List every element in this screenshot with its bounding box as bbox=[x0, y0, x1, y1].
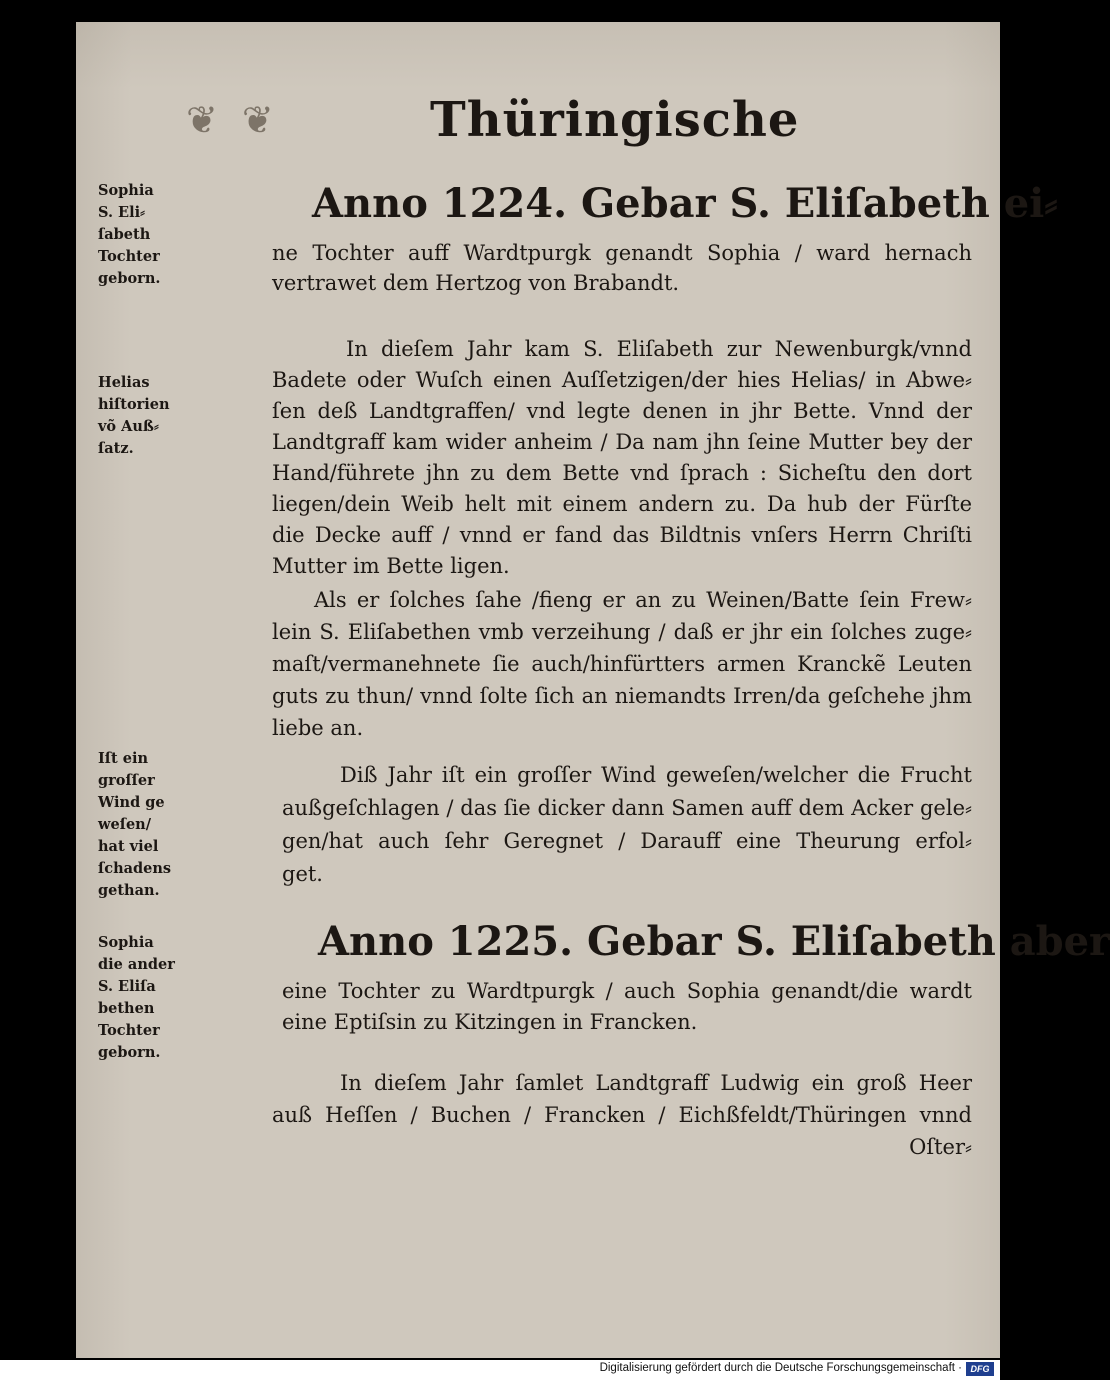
text-line: Landtgraff kam wider anheim / Da nam jhn ſeine Mutter bey der bbox=[272, 430, 972, 454]
margin-note-line: Tochter bbox=[98, 248, 160, 265]
margin-note-second-sophia bbox=[98, 932, 175, 1064]
margin-note-line: ſatz. bbox=[98, 440, 134, 457]
text-line: die Decke auff / vnnd er fand das Bildtnis vnſers Herrn Chriſti bbox=[272, 523, 972, 547]
margin-note-line: geborn. bbox=[98, 1044, 161, 1061]
margin-note-line: Sophia bbox=[98, 934, 154, 951]
margin-note-line: hiſtorien bbox=[98, 396, 170, 413]
heading-anno-1224: Anno 1224. Gebar S. Eliſabeth ei⸗ bbox=[312, 180, 1058, 227]
text-line: eine Eptiſsin zu Kitzingen in Francken. bbox=[282, 1010, 698, 1034]
text-line: Mutter im Bette ligen. bbox=[272, 554, 510, 578]
text-line: vertrawet dem Hertzog von Brabandt. bbox=[272, 271, 680, 295]
text-line: get. bbox=[282, 862, 323, 886]
margin-note-line: geborn. bbox=[98, 270, 161, 287]
text-line: ſen deß Landtgraffen/ vnd legte denen in jhr Bette. Vnnd der bbox=[272, 399, 972, 423]
margin-note-helias bbox=[98, 372, 170, 460]
text-line: maſt/vermanehnete ſie auch/hinfürtters armen Kranckẽ Leuten bbox=[272, 652, 972, 676]
margin-note-line: ſabeth bbox=[98, 226, 151, 243]
text-line: guts zu thun/ vnnd ſolte ſich an niemandts Irren/da geſchehe jhm bbox=[272, 684, 972, 708]
text-line: gen/hat auch ſehr Geregnet / Darauff eine Theurung erfol⸗ bbox=[282, 829, 972, 853]
catchword: Oſter⸗ bbox=[909, 1135, 972, 1159]
margin-note-line: bethen bbox=[98, 1000, 155, 1017]
margin-note-line: groſſer bbox=[98, 772, 155, 789]
margin-note-line: Wind ge bbox=[98, 794, 165, 811]
margin-note-sophia-born bbox=[98, 180, 160, 290]
funding-note: Digitalisierung gefördert durch die Deutsche Forschungsgemeinschaft · bbox=[599, 1362, 962, 1374]
margin-note-line: Helias bbox=[98, 374, 150, 391]
margin-note-line: Tochter bbox=[98, 1022, 160, 1039]
ornament-icon: ❦ ❦ bbox=[186, 98, 280, 142]
text-line: In dieſem Jahr kam S. Eliſabeth zur Newenburgk/vnnd bbox=[346, 337, 972, 361]
text-line: ne Tochter auff Wardtpurgk genandt Sophia / ward hernach bbox=[272, 241, 972, 265]
footer-bar bbox=[0, 1360, 1000, 1380]
text-line: auß Heſſen / Buchen / Francken / Eichßfeldt/Thüringen vnnd bbox=[272, 1103, 972, 1127]
heading-anno-1225: Anno 1225. Gebar S. Eliſabeth aber bbox=[318, 918, 1110, 965]
margin-note-line: S. Eliſa bbox=[98, 978, 156, 995]
margin-note-line: võ Auß⸗ bbox=[98, 418, 159, 435]
margin-note-line: die ander bbox=[98, 956, 175, 973]
running-head: Thüringische bbox=[430, 92, 800, 148]
text-line: In dieſem Jahr ſamlet Landtgraff Ludwig ein groß Heer bbox=[340, 1071, 972, 1095]
margin-note-line: Iſt ein bbox=[98, 750, 149, 767]
text-line: Diß Jahr iſt ein groſſer Wind geweſen/welcher die Frucht bbox=[340, 763, 972, 787]
text-line: liegen/dein Weib helt mit einem andern zu. Da hub der Fürſte bbox=[272, 492, 972, 516]
margin-note-line: gethan. bbox=[98, 882, 160, 899]
margin-note-line: ſchadens bbox=[98, 860, 172, 877]
margin-note-line: S. Eli⸗ bbox=[98, 204, 145, 221]
text-line: Hand/führete jhn zu dem Bette vnd ſprach : Sicheſtu den dort bbox=[272, 461, 972, 485]
margin-note-wind bbox=[98, 748, 171, 902]
text-line: eine Tochter zu Wardtpurgk / auch Sophia genandt/die wardt bbox=[282, 979, 972, 1003]
text-line: Als er ſolches ſahe /fieng er an zu Weinen/Batte ſein Frew⸗ bbox=[314, 588, 972, 612]
margin-note-line: weſen/ bbox=[98, 816, 152, 833]
dfg-logo-icon: DFG bbox=[966, 1362, 994, 1376]
text-line: liebe an. bbox=[272, 716, 364, 740]
margin-note-line: hat viel bbox=[98, 838, 159, 855]
text-line: außgeſchlagen / das ſie dicker dann Samen auff dem Acker gele⸗ bbox=[282, 796, 972, 820]
margin-note-line: Sophia bbox=[98, 182, 154, 199]
text-line: Badete oder Wuſch einen Auſſetzigen/der hies Helias/ in Abwe⸗ bbox=[272, 368, 972, 392]
text-line: lein S. Eliſabethen vmb verzeihung / daß er jhr ein ſolches zuge⸗ bbox=[272, 620, 972, 644]
